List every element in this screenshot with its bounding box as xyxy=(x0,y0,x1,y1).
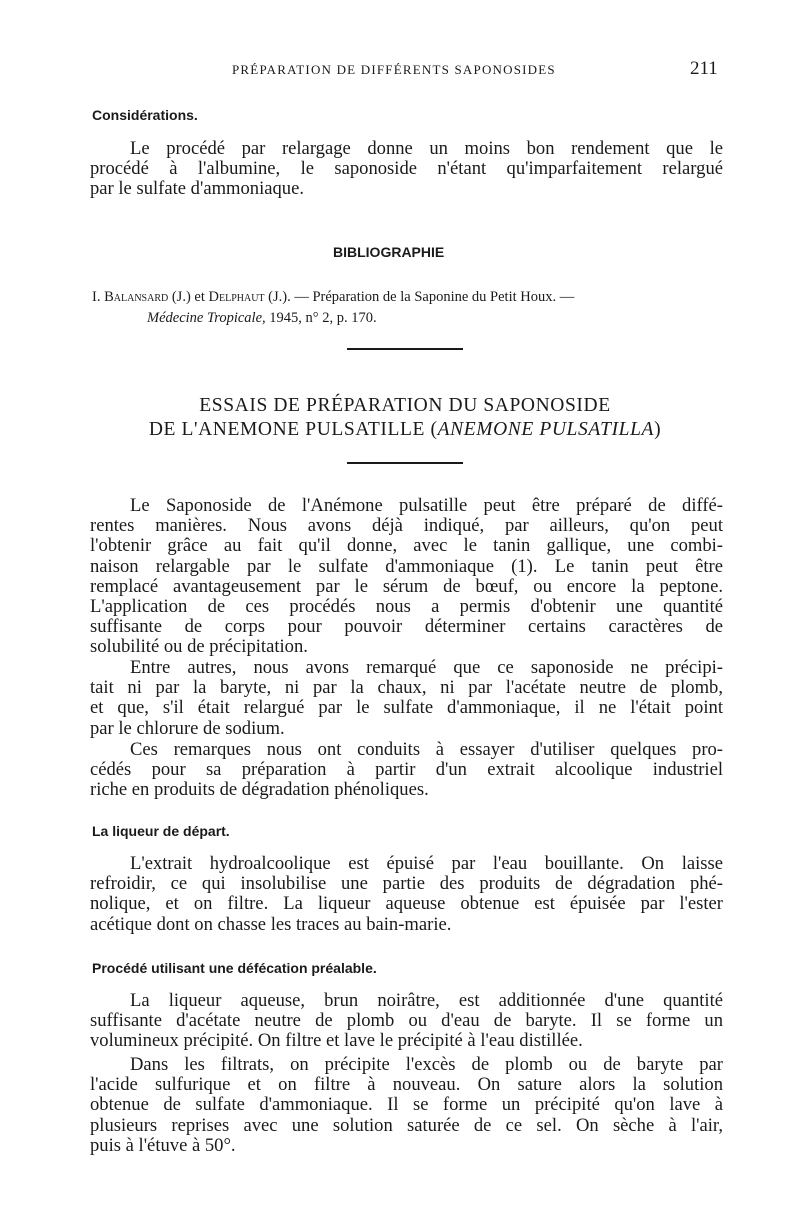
reference-details: 1945, n° 2, p. 170. xyxy=(269,310,377,326)
dash: — xyxy=(559,289,575,305)
text-line: Dans les filtrats, on précipite l'excès de plomb ou de baryte par xyxy=(130,1054,723,1075)
title-italic: ANEMONE PULSATILLA xyxy=(437,419,655,440)
text-line: procédé à l'albumine, le saponoside n'étant qu'imparfaitement relargué xyxy=(90,158,723,180)
entry-number: I. xyxy=(92,289,101,305)
intro-paragraph xyxy=(90,658,723,739)
title-line: DE L'ANEMONE PULSATILLE (ANEMONE PULSATILLA) xyxy=(148,419,662,440)
text-line: plusieurs reprises avec une solution saturée de ce sel. On sèche à l'air, xyxy=(90,1114,723,1136)
title-line: ESSAIS DE PRÉPARATION DU SAPONOSIDE xyxy=(199,395,611,416)
text-line: puis à l'étuve à 50°. xyxy=(90,1134,236,1156)
text-line: La liqueur aqueuse, brun noirâtre, est additionnée d'une quantité xyxy=(130,990,723,1011)
text-line: tait ni par la baryte, ni par la chaux, ni par l'acétate neutre de plomb, xyxy=(90,677,723,699)
author-name: Balansard xyxy=(104,289,169,305)
section-rule xyxy=(347,348,463,350)
text-line: rentes manières. Nous avons déjà indiqué, par ailleurs, qu'on peut xyxy=(90,515,723,537)
conjunction: et xyxy=(194,289,205,305)
author-name: Delphaut xyxy=(208,289,265,305)
text-line: volumineux précipité. On filtre et lave le précipité à l'eau distillée. xyxy=(90,1030,583,1052)
text-line: Le procédé par relargage donne un moins bon rendement que le xyxy=(130,138,723,159)
text-line: acétique dont on chasse les traces au bain-marie. xyxy=(90,913,452,935)
defecation-paragraph xyxy=(90,1055,723,1156)
bibliography-title: BIBLIOGRAPHIE xyxy=(333,244,445,260)
dash: — xyxy=(294,289,309,305)
text-line: naison relargable par le sulfate d'ammoniaque (1). Le tanin peut être xyxy=(90,555,723,577)
text-line: riche en produits de dégradation phénoliques. xyxy=(90,779,429,801)
title-rule xyxy=(347,462,463,464)
text-line: Entre autres, nous avons remarqué que ce saponoside ne précipi- xyxy=(130,657,723,678)
considerations-paragraph xyxy=(90,139,723,200)
text-line: solubilité ou de précipitation. xyxy=(90,636,308,658)
text-line: l'acide sulfurique et on filtre à nouveau. On sature alors la solution xyxy=(90,1074,723,1096)
intro-paragraph xyxy=(90,740,723,801)
text-line: L'application de ces procédés nous a permis d'obtenir une quantité xyxy=(90,596,723,618)
page-number: 211 xyxy=(690,58,718,79)
text-line: obtenue de sulfate d'ammoniaque. Il se forme un précipité qu'on lave à xyxy=(90,1094,723,1116)
bibliography-entry xyxy=(92,287,732,329)
text-line: Ces remarques nous ont conduits à essayer d'utiliser quelques pro- xyxy=(130,739,723,760)
defecation-heading: Procédé utilisant une défécation préalable. xyxy=(92,960,377,976)
reference-title: Préparation de la Saponine du Petit Houx. xyxy=(312,289,557,305)
liqueur-heading: La liqueur de départ. xyxy=(92,823,230,839)
text-line: L'extrait hydroalcoolique est épuisé par l'eau bouillante. On laisse xyxy=(130,853,723,874)
running-head: PRÉPARATION DE DIFFÉRENTS SAPONOSIDES xyxy=(232,62,556,77)
text-line: Le Saponoside de l'Anémone pulsatille peut être préparé de diffé- xyxy=(130,495,723,516)
considerations-heading: Considérations. xyxy=(92,107,198,123)
text-line: suffisante de corps pour pouvoir déterminer certains caractères de xyxy=(90,616,723,638)
defecation-paragraph xyxy=(90,991,723,1052)
journal-name: Médecine Tropicale, xyxy=(147,310,266,326)
text-line: et que, s'il était relargué par le sulfate d'ammoniaque, il ne l'était point xyxy=(90,697,723,719)
author-initial: (J.) xyxy=(171,289,191,305)
text-line: cédés pour sa préparation à partir d'un extrait alcoolique industriel xyxy=(90,759,723,781)
text-line: par le sulfate d'ammoniaque. xyxy=(90,178,305,200)
liqueur-paragraph xyxy=(90,854,723,935)
article-title xyxy=(100,394,710,442)
text-line: par le chlorure de sodium. xyxy=(90,717,285,739)
text-line: l'obtenir grâce au fait qu'il donne, avec le tanin gallique, une combi- xyxy=(90,535,723,557)
intro-paragraph xyxy=(90,496,723,658)
text-line: remplacé avantageusement par le sérum de bœuf, ou encore la peptone. xyxy=(90,575,723,597)
text-line: refroidir, ce qui insolubilise une partie des produits de dégradation phé- xyxy=(90,873,723,895)
author-initial: (J.). xyxy=(268,289,291,305)
text-line: suffisante d'acétate neutre de plomb ou d'eau de baryte. Il se forme un xyxy=(90,1010,723,1032)
text-line: nolique, et on filtre. La liqueur aqueuse obtenue est épuisée par l'ester xyxy=(90,893,723,915)
